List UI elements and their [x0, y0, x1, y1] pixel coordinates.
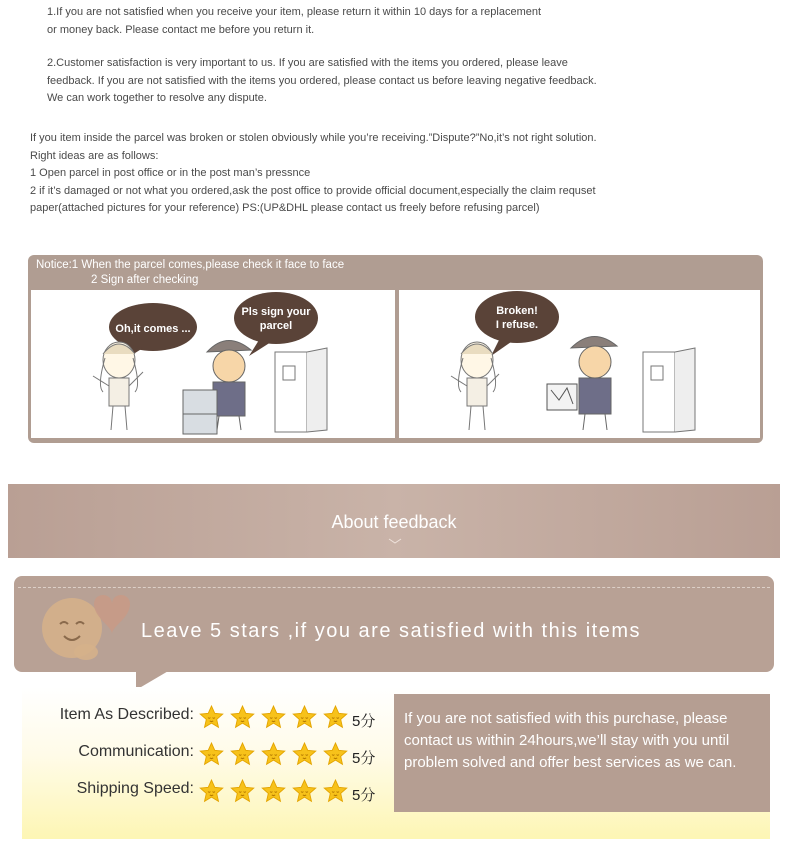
policy-line: feedback. If you are not satisfied with the items you ordered, please contact us before leaving negative feedback. [47, 74, 597, 87]
illustration-accept [31, 290, 395, 438]
notice-text [36, 258, 344, 288]
policy-line: 2 if it’s damaged or not what you ordered,ask the post office to provide official document,especially the claim requset [30, 184, 596, 197]
star-icon [291, 778, 318, 810]
star-rating [198, 778, 349, 810]
policy-line: We can work together to resolve any dispute. [47, 92, 267, 105]
bubble-broken: Broken! [496, 305, 538, 317]
chevron-down-icon [388, 536, 402, 547]
notice-line-1: Notice:1 When the parcel comes,please check it face to face [36, 259, 345, 271]
policy-line: Right ideas are as follows: [30, 149, 159, 162]
star-icon [260, 741, 287, 773]
delivery-refuse-illustration [399, 290, 760, 438]
policy-line: 2.Customer satisfaction is very important to us. If you are satisfied with the items you ordered, please leave [47, 57, 568, 70]
policy-line: If you item inside the parcel was broken or stolen obviously while you’re receiving.”Dispute?”No,it’s not right solution. [30, 131, 597, 144]
leave-stars-text: Leave 5 stars ,if you are satisfied with this items [141, 620, 642, 642]
about-feedback-banner [8, 484, 780, 558]
star-rating [198, 704, 349, 736]
star-icon [260, 704, 287, 736]
rating-score: 5分 [352, 713, 376, 730]
star-icon [229, 778, 256, 810]
parcel-notice [28, 255, 763, 443]
star-icon [198, 741, 225, 773]
star-icon [229, 704, 256, 736]
rating-label: Shipping Speed: [76, 780, 194, 797]
star-icon [291, 704, 318, 736]
rating-score: 5分 [352, 750, 376, 767]
illustration-refuse [399, 290, 760, 438]
return-policy [30, 0, 770, 218]
rating-row [22, 738, 392, 768]
section-title: About feedback [331, 512, 457, 532]
rating-row [22, 701, 392, 731]
star-rating [198, 741, 349, 773]
support-note [394, 694, 770, 812]
rating-row [22, 775, 392, 805]
star-icon [322, 741, 349, 773]
star-icon [260, 778, 287, 810]
smiling-face-heart-icon [34, 586, 134, 666]
policy-line: or money back. Please contact me before you return it. [47, 23, 315, 36]
star-icon [322, 778, 349, 810]
policy-line: 1 Open parcel in post office or in the post man’s pressnce [30, 167, 311, 180]
star-icon [198, 704, 225, 736]
star-icon [229, 741, 256, 773]
support-note-text: If you are not satisfied with this purchase, please contact us within 24hours,we’ll stay with you until problem solved and offer best services as we can. [404, 710, 737, 771]
bubble-parcel: parcel [259, 320, 293, 332]
policy-line: paper(attached pictures for your reference) PS:(UP&DHL please contact us freely before refusing parcel) [30, 202, 540, 215]
star-icon [198, 778, 225, 810]
rating-label: Communication: [78, 743, 194, 760]
policy-line: 1.If you are not satisfied when you receive your item, please return it within 10 days for a replacement [47, 6, 542, 18]
rating-score: 5分 [352, 787, 376, 804]
rating-label: Item As Described: [59, 706, 194, 723]
notice-line-2: 2 Sign after checking [91, 274, 199, 286]
delivery-accept-illustration [31, 290, 395, 438]
leave-stars-callout [14, 576, 774, 672]
star-icon [322, 704, 349, 736]
bubble-pls-sign: Pls sign your [241, 306, 311, 318]
star-icon [291, 741, 318, 773]
bubble-i-refuse: I refuse. [495, 319, 539, 331]
bubble-oh-it-comes: Oh,it comes ... [115, 323, 191, 335]
